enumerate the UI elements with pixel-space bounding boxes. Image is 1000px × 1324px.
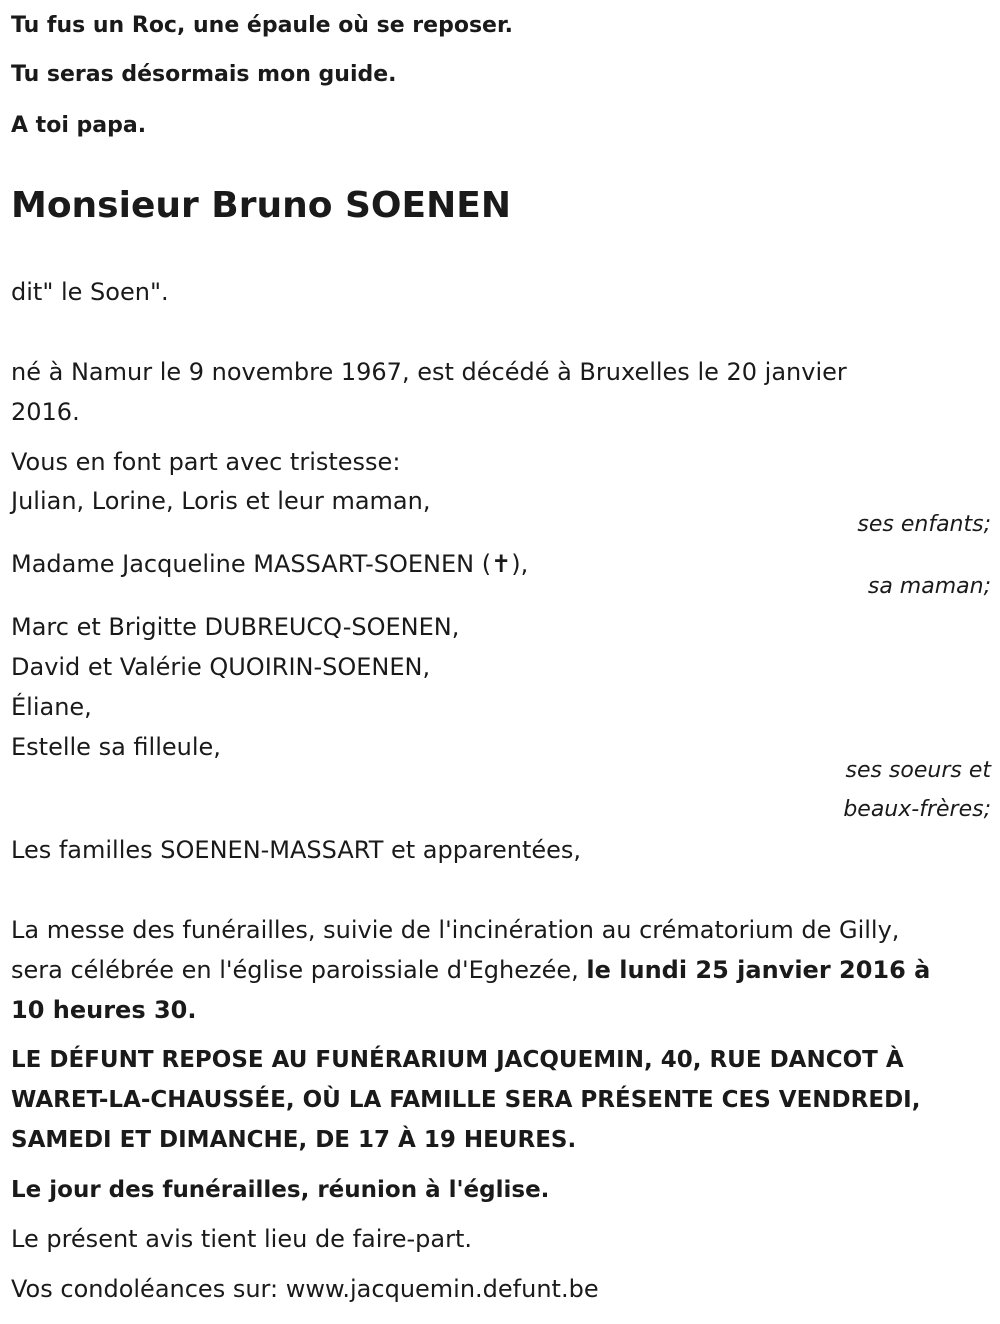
mass-line-2 xyxy=(11,950,930,990)
repose-line-3: SAMEDI ET DIMANCHE, DE 17 À 19 HEURES. xyxy=(11,1127,577,1153)
condolences-line: Vos condoléances sur: www.jacquemin.defunt.be xyxy=(11,1275,599,1303)
mother-relation: sa maman; xyxy=(867,574,991,599)
mass-line-3 xyxy=(11,990,196,1030)
repose-line-2: WARET-LA-CHAUSSÉE, OÙ LA FAMILLE SERA PRÉSENTE CES VENDREDI, xyxy=(11,1087,921,1113)
quote-line-1: Tu fus un Roc, une épaule où se reposer. xyxy=(11,13,514,38)
deceased-name: Monsieur Bruno SOENEN xyxy=(11,185,511,226)
siblings-relation-line-2: beaux-frères; xyxy=(843,797,991,822)
church-meeting: Le jour des funérailles, réunion à l'église. xyxy=(11,1177,550,1203)
repose-line-1: LE DÉFUNT REPOSE AU FUNÉRARIUM JACQUEMIN, 40, RUE DANCOT À xyxy=(11,1047,904,1073)
quote-line-3: A toi papa. xyxy=(11,113,147,138)
sibling-line: Éliane, xyxy=(11,693,92,721)
mass-time: 10 heures 30. xyxy=(11,996,197,1024)
birth-death-line-1: né à Namur le 9 novembre 1967, est décédé à Bruxelles le 20 janvier xyxy=(11,358,847,386)
mass-line-1: La messe des funérailles, suivie de l'incinération au crématorium de Gilly, xyxy=(11,916,900,944)
mass-date: le lundi 25 janvier 2016 à xyxy=(586,956,931,984)
children-names: Julian, Lorine, Loris et leur maman, xyxy=(11,487,431,515)
notice-line: Le présent avis tient lieu de faire-part. xyxy=(11,1225,473,1253)
children-relation: ses enfants; xyxy=(857,512,991,537)
birth-death-line-2: 2016. xyxy=(11,398,80,426)
siblings-relation-line-1: ses soeurs et xyxy=(845,758,991,783)
mother-name: Madame Jacqueline MASSART-SOENEN (✝), xyxy=(11,550,529,578)
mass-location: sera célébrée en l'église paroissiale d'Eghezée, xyxy=(11,956,587,984)
nickname: dit" le Soen". xyxy=(11,278,169,306)
announcement-intro: Vous en font part avec tristesse: xyxy=(11,448,401,476)
families-line: Les familles SOENEN-MASSART et apparentées, xyxy=(11,836,582,864)
quote-line-2: Tu seras désormais mon guide. xyxy=(11,62,397,87)
sibling-line: Marc et Brigitte DUBREUCQ-SOENEN, xyxy=(11,613,460,641)
sibling-line: David et Valérie QUOIRIN-SOENEN, xyxy=(11,653,431,681)
sibling-line: Estelle sa filleule, xyxy=(11,733,221,761)
